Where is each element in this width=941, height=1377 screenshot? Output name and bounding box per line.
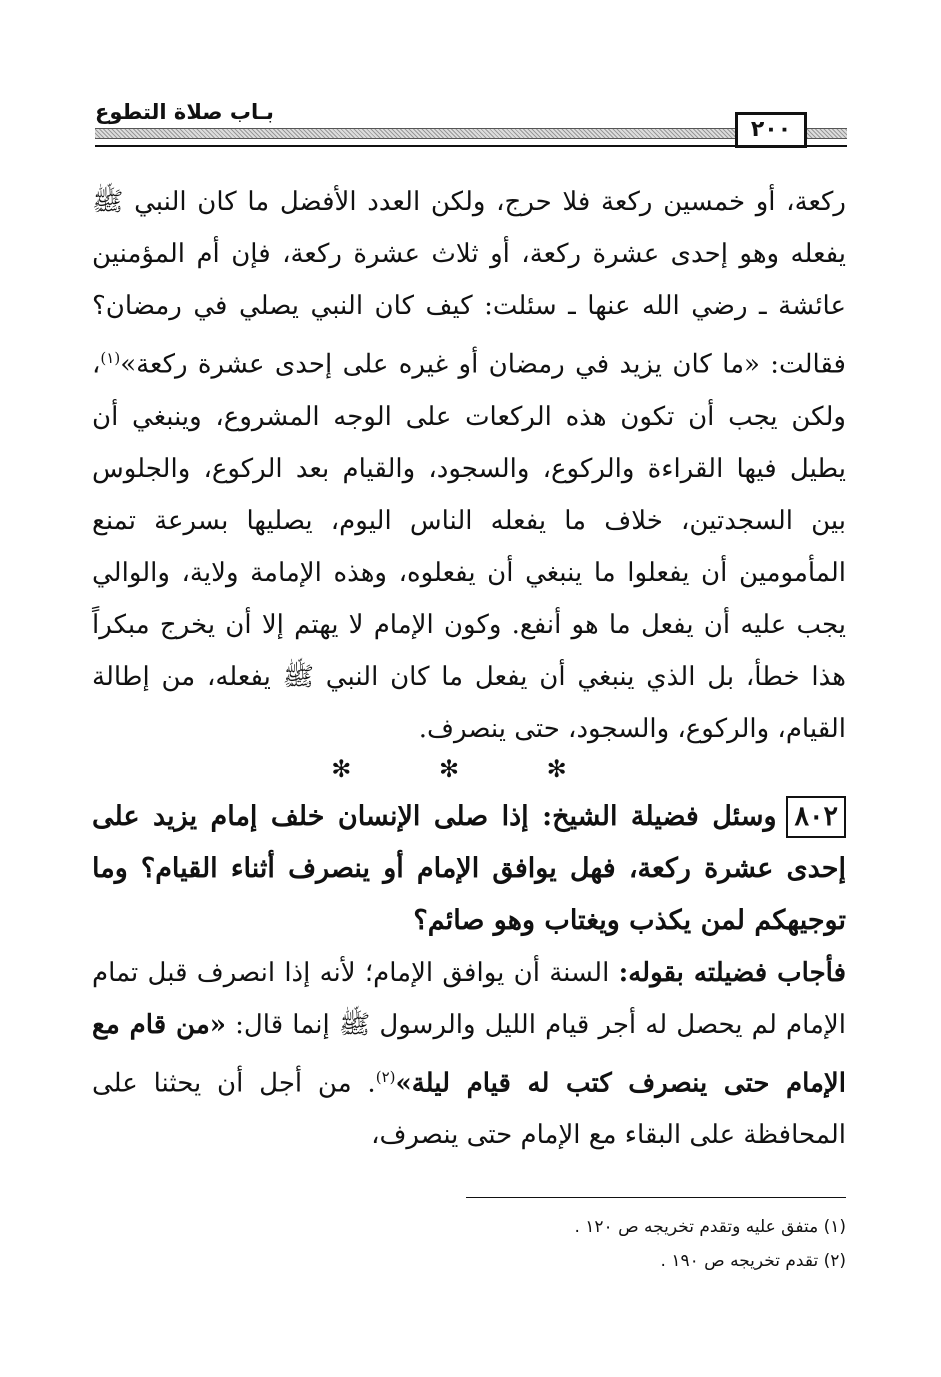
header-decorative-band	[95, 128, 735, 139]
answer-text: السنة أن يوافق الإمام؛ لأنه إذا انصرف قبل تمام الإمام لم يحصل له أجر قيام الليل والرسول ﷺ إنما قال:	[92, 957, 846, 1040]
paragraph-text-cont: ، ولكن يجب أن تكون هذه الركعات على الوجه المشروع، وينبغي أن يطيل فيها القراءة والركوع، والسجود، والقيام بعد الركوع، والجلوس بين السجدتين، خلاف ما يفعله الناس اليوم، يصليها بسرعة تمنع المأمومين أن يفعلوا ما ينبغي أن يفعلوه، وهذه الإمامة ولاية، والوالي يجب عليه أن يفعل ما هو أنفع. وكون الإمام لا يهتم إلا أن يخرج مبكراً هذا خطأ، بل الذي ينبغي أن يفعل ما كان النبي ﷺ يفعله، من إطالة القيام، والركوع، والسجود، حتى ينصرف.	[92, 349, 846, 744]
footnote-divider	[466, 1197, 846, 1198]
page-number: ٢٠٠	[735, 112, 807, 148]
question-number: ٨٠٢	[786, 796, 846, 838]
section-separator: ✻ ✻ ✻	[331, 754, 607, 783]
page-body	[92, 176, 846, 1161]
answer-lead: فأجاب فضيلته بقوله:	[618, 957, 847, 988]
page-header	[95, 98, 847, 148]
footnote-ref-1[interactable]: (١)	[100, 349, 121, 367]
footnote-1: (١) متفق عليه وتقدم تخريجه ص ١٢٠ .	[574, 1217, 846, 1237]
answer-block	[92, 947, 846, 1162]
footnote-2: (٢) تقدم تخريجه ص ١٩٠ .	[660, 1251, 846, 1271]
footnotes	[92, 1210, 846, 1278]
header-decorative-band-right	[807, 128, 847, 139]
chapter-title: بـاب صلاة التطوع	[95, 100, 274, 124]
question-block	[92, 791, 846, 947]
footnote-ref-2[interactable]: (٢)	[375, 1067, 396, 1086]
header-rule	[95, 145, 847, 147]
paragraph-text: ركعة، أو خمسين ركعة فلا حرج، ولكن العدد الأفضل ما كان النبي ﷺ يفعله وهو إحدى عشرة ركعة، أو ثلاث عشرة ركعة، فإن أم المؤمنين عائشة ـ رضي الله عنها ـ سئلت: كيف كان النبي يصلي في رمضان؟ فقالت: «ما كان يزيد في رمضان أو غيره على إحدى عشرة ركعة»	[92, 187, 846, 380]
question-text: وسئل فضيلة الشيخ: إذا صلى الإنسان خلف إمام يزيد على إحدى عشرة ركعة، فهل يوافق الإمام أو ينصرف أثناء القيام؟ وما توجيهكم لمن يكذب ويغتاب وهو صائم؟	[92, 800, 846, 936]
hadith-quote: «من قام مع الإمام حتى ينصرف كتب له قيام ليلة»	[92, 1009, 846, 1099]
paragraph-continuation	[92, 176, 846, 755]
answer-text-cont: . من أجل أن يحثنا على المحافظة على البقاء مع الإمام حتى ينصرف،	[92, 1068, 846, 1151]
